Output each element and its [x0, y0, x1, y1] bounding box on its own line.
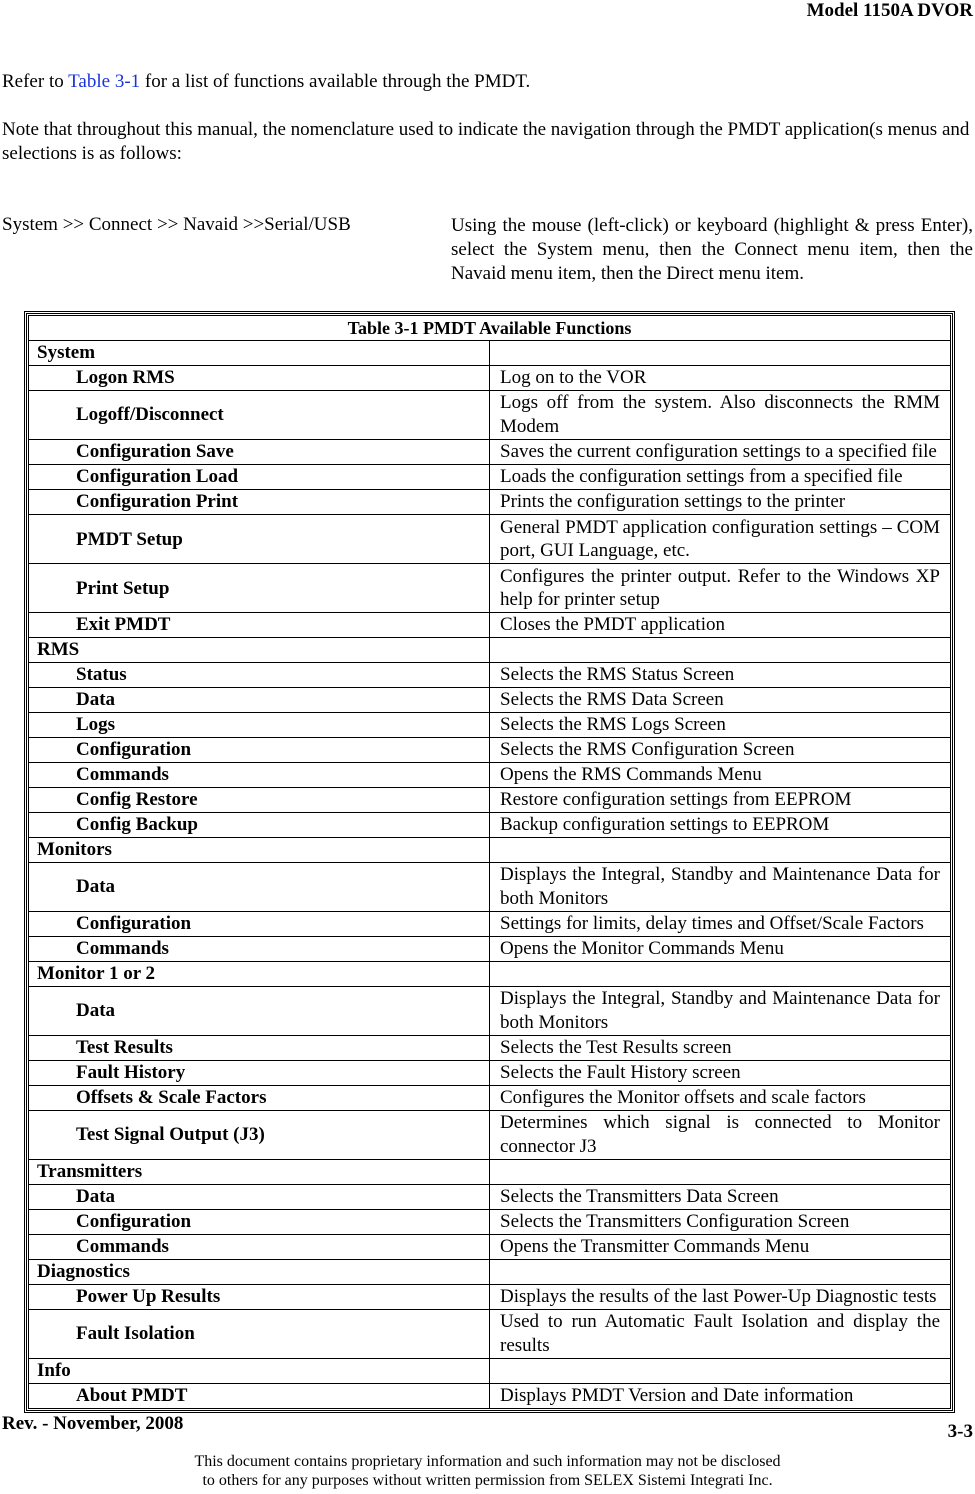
table-row: [29, 738, 951, 763]
function-name: Logoff/Disconnect: [29, 391, 490, 440]
function-name: PMDT Setup: [29, 515, 490, 564]
function-name: Configuration Load: [29, 465, 490, 490]
function-description: Selects the RMS Configuration Screen: [490, 738, 951, 763]
table-row: [29, 341, 951, 366]
group-heading: Transmitters: [29, 1160, 490, 1185]
function-description: Prints the configuration settings to the printer: [490, 490, 951, 515]
function-description: Displays the Integral, Standby and Maintenance Data for both Monitors: [490, 987, 951, 1036]
function-name: Commands: [29, 937, 490, 962]
function-name: Test Results: [29, 1036, 490, 1061]
table-caption-row: [29, 316, 951, 341]
function-description: Closes the PMDT application: [490, 613, 951, 638]
function-description: Configures the printer output. Refer to the Windows XP help for printer setup: [490, 564, 951, 613]
function-description: Selects the Test Results screen: [490, 1036, 951, 1061]
function-name: Configuration: [29, 1210, 490, 1235]
function-description: Opens the RMS Commands Menu: [490, 763, 951, 788]
intro-refer: [2, 70, 530, 94]
function-description: Log on to the VOR: [490, 366, 951, 391]
function-name: Power Up Results: [29, 1285, 490, 1310]
function-description: Settings for limits, delay times and Offset/Scale Factors: [490, 912, 951, 937]
function-description: [490, 1359, 951, 1384]
table-3-1-link[interactable]: Table 3-1: [68, 71, 141, 92]
group-heading: Monitors: [29, 838, 490, 863]
table-row: [29, 1310, 951, 1359]
group-heading: Diagnostics: [29, 1260, 490, 1285]
function-description: Backup configuration settings to EEPROM: [490, 813, 951, 838]
function-description: Loads the configuration settings from a specified file: [490, 465, 951, 490]
functions-table: [24, 311, 955, 1413]
function-name: Configuration Save: [29, 440, 490, 465]
table-row: [29, 391, 951, 440]
table-row: [29, 962, 951, 987]
function-description: Displays the Integral, Standby and Maintenance Data for both Monitors: [490, 863, 951, 912]
table-row: [29, 663, 951, 688]
table-row: [29, 987, 951, 1036]
refer-prefix: Refer to: [2, 71, 69, 92]
table-row: [29, 713, 951, 738]
function-description: [490, 1160, 951, 1185]
intro-note: [2, 118, 975, 166]
table-row: [29, 1036, 951, 1061]
group-heading: Info: [29, 1359, 490, 1384]
function-name: Data: [29, 688, 490, 713]
table-row: [29, 465, 951, 490]
function-description: Selects the Fault History screen: [490, 1061, 951, 1086]
table-row: [29, 1359, 951, 1384]
table-row: [29, 515, 951, 564]
page-header-model: Model 1150A DVOR: [806, 0, 973, 21]
function-name: Config Backup: [29, 813, 490, 838]
function-name: Data: [29, 987, 490, 1036]
function-description: [490, 638, 951, 663]
function-description: General PMDT application configuration settings – COM port, GUI Language, etc.: [490, 515, 951, 564]
table-row: [29, 440, 951, 465]
table-row: [29, 1384, 951, 1409]
table-row: [29, 838, 951, 863]
function-description: Used to run Automatic Fault Isolation and display the results: [490, 1310, 951, 1359]
function-name: Data: [29, 1185, 490, 1210]
function-name: Commands: [29, 763, 490, 788]
table-row: [29, 1061, 951, 1086]
function-description: [490, 341, 951, 366]
function-name: Logon RMS: [29, 366, 490, 391]
function-name: Print Setup: [29, 564, 490, 613]
function-name: Config Restore: [29, 788, 490, 813]
function-description: [490, 838, 951, 863]
function-name: Fault Isolation: [29, 1310, 490, 1359]
function-name: Test Signal Output (J3): [29, 1111, 490, 1160]
table-caption: Table 3-1 PMDT Available Functions: [29, 316, 951, 341]
function-name: Offsets & Scale Factors: [29, 1086, 490, 1111]
function-description: Restore configuration settings from EEPROM: [490, 788, 951, 813]
notice-line-1: This document contains proprietary information and such information may not be disclosed: [194, 1453, 781, 1470]
table-row: [29, 688, 951, 713]
function-description: [490, 1260, 951, 1285]
footer-proprietary-notice: [0, 1452, 975, 1490]
table-row: [29, 1210, 951, 1235]
function-description: Opens the Transmitter Commands Menu: [490, 1235, 951, 1260]
function-description: Selects the RMS Logs Screen: [490, 713, 951, 738]
function-name: Configuration: [29, 738, 490, 763]
table-row: [29, 564, 951, 613]
navigation-description: Using the mouse (left-click) or keyboard (highlight & press Enter), select the System menu, then the Connect menu item, then the Navaid menu item, then the Direct menu item.: [451, 215, 973, 284]
navigation-path: System >> Connect >> Navaid >>Serial/USB: [2, 214, 351, 235]
function-name: Fault History: [29, 1061, 490, 1086]
table-row: [29, 1086, 951, 1111]
table-row: [29, 937, 951, 962]
table-row: [29, 1260, 951, 1285]
function-name: Status: [29, 663, 490, 688]
table-row: [29, 863, 951, 912]
function-description: Selects the Transmitters Data Screen: [490, 1185, 951, 1210]
table-row: [29, 763, 951, 788]
table-row: [29, 613, 951, 638]
table-row: [29, 638, 951, 663]
table-row: [29, 813, 951, 838]
table-row: [29, 1285, 951, 1310]
function-name: Commands: [29, 1235, 490, 1260]
function-name: Exit PMDT: [29, 613, 490, 638]
footer-page-number: 3-3: [947, 1421, 973, 1442]
function-description: Logs off from the system. Also disconnects the RMM Modem: [490, 391, 951, 440]
function-description: Selects the RMS Status Screen: [490, 663, 951, 688]
footer-revision: Rev. - November, 2008: [2, 1413, 184, 1434]
function-description: Opens the Monitor Commands Menu: [490, 937, 951, 962]
table-row: [29, 366, 951, 391]
function-description: Selects the RMS Data Screen: [490, 688, 951, 713]
table-row: [29, 788, 951, 813]
function-description: Displays the results of the last Power-Up Diagnostic tests: [490, 1285, 951, 1310]
function-description: Selects the Transmitters Configuration Screen: [490, 1210, 951, 1235]
function-description: Displays PMDT Version and Date information: [490, 1384, 951, 1409]
group-heading: System: [29, 341, 490, 366]
function-description: Determines which signal is connected to Monitor connector J3: [490, 1111, 951, 1160]
refer-suffix: for a list of functions available through the PMDT.: [140, 71, 531, 92]
group-heading: RMS: [29, 638, 490, 663]
function-description: [490, 962, 951, 987]
table-row: [29, 1185, 951, 1210]
function-name: Configuration: [29, 912, 490, 937]
table-row: [29, 1111, 951, 1160]
function-name: Configuration Print: [29, 490, 490, 515]
group-heading: Monitor 1 or 2: [29, 962, 490, 987]
table-row: [29, 490, 951, 515]
intro-note-text: Note that throughout this manual, the nomenclature used to indicate the navigation through the PMDT application(s menus and selections is as follows:: [2, 119, 970, 164]
function-description: Saves the current configuration settings to a specified file: [490, 440, 951, 465]
function-name: About PMDT: [29, 1384, 490, 1409]
function-name: Logs: [29, 713, 490, 738]
table-row: [29, 912, 951, 937]
notice-line-2: to others for any purposes without written permission from SELEX Sistemi Integrati Inc.: [202, 1472, 773, 1489]
table-row: [29, 1235, 951, 1260]
function-name: Data: [29, 863, 490, 912]
table-row: [29, 1160, 951, 1185]
function-description: Configures the Monitor offsets and scale factors: [490, 1086, 951, 1111]
